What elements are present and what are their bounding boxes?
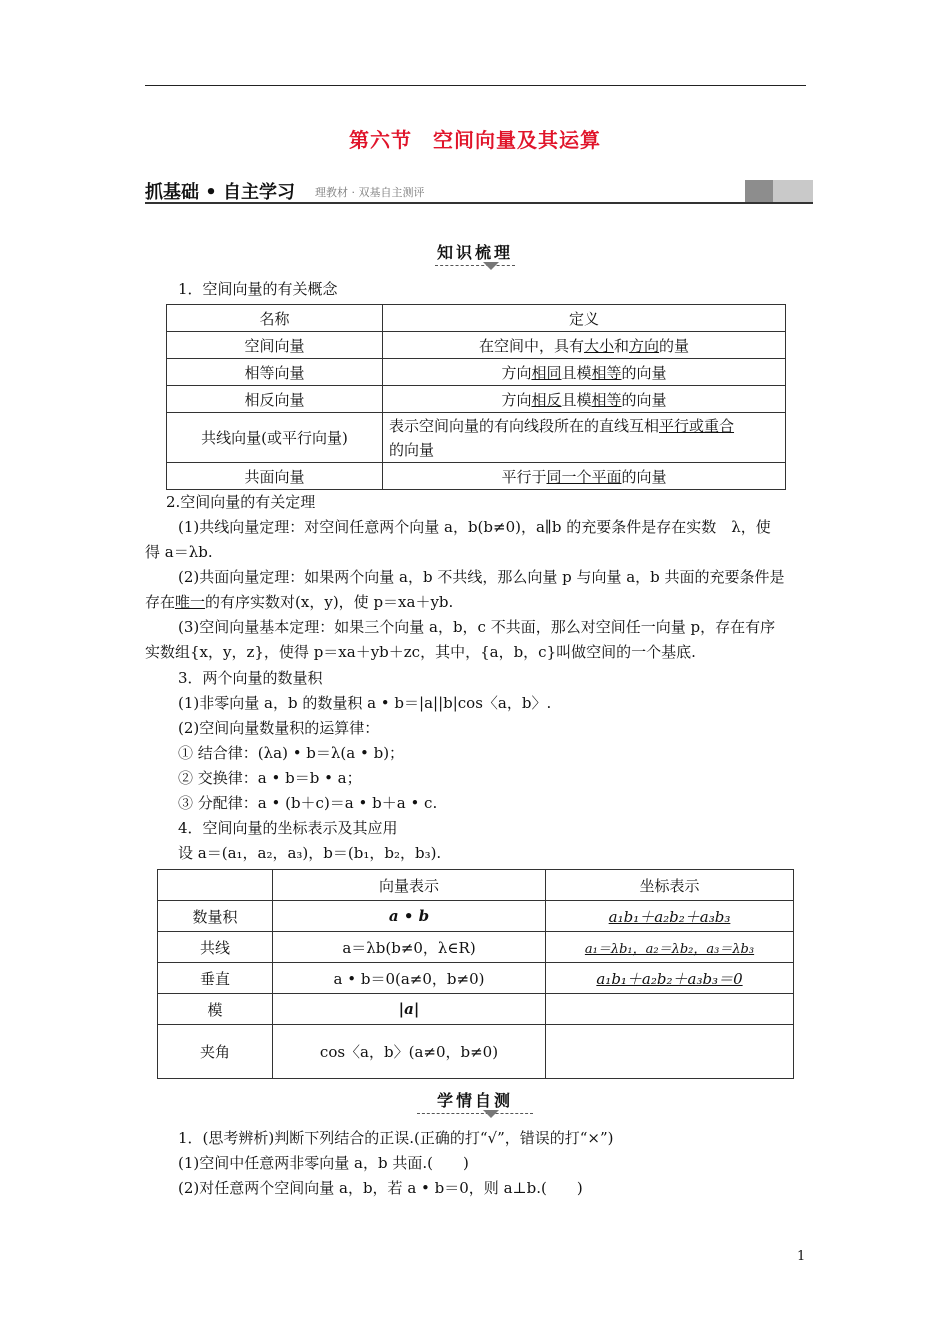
s2-line: (1)共线向量定理：对空间任意两个向量 a，b(b≠0)，a∥b 的充要条件是存在实数 λ，使	[178, 518, 771, 536]
s1-title: 1．空间向量的有关概念	[178, 280, 338, 298]
table-cell: 夹角	[158, 1025, 273, 1079]
table-row	[158, 901, 794, 932]
table-row	[167, 413, 786, 463]
banner-underline	[145, 202, 813, 204]
table-header-cell: 名称	[167, 305, 383, 332]
section-banner-title: 抓基础 • 自主学习	[145, 182, 296, 203]
table-header-cell: 定义	[383, 305, 786, 332]
table-cell: |a|	[273, 994, 546, 1025]
table-cell: 方向相同且模相等的向量	[383, 359, 786, 386]
table-cell: 方向相反且模相等的向量	[383, 386, 786, 413]
table-row	[158, 932, 794, 963]
table-row	[167, 386, 786, 413]
table-row	[167, 332, 786, 359]
table-cell: 相反向量	[167, 386, 383, 413]
table-cell: 相等向量	[167, 359, 383, 386]
s2-line: (2)共面向量定理：如果两个向量 a，b 不共线，那么向量 p 与向量 a，b 共面的充要条件是	[178, 568, 785, 586]
s3-line: (2)空间向量数量积的运算律：	[178, 719, 380, 737]
table-cell: a₁＝λb₁，a₂＝λb₂，a₃＝λb₃	[546, 932, 794, 963]
table-row	[158, 870, 794, 901]
s2-line: 得 a＝λb.	[145, 543, 213, 561]
knowledge-heading	[0, 240, 950, 266]
table-row	[167, 359, 786, 386]
s3-line: ③ 分配律：a • (b＋c)＝a • b＋a • c.	[178, 794, 438, 812]
self-test-heading-label: 学情自测	[417, 1088, 533, 1114]
table-header-cell	[158, 870, 273, 901]
heading-arrow-icon	[483, 1110, 499, 1118]
banner-light-block	[773, 180, 813, 202]
table-cell: a₁b₁＋a₂b₂＋a₃b₃＝0	[546, 963, 794, 994]
top-rule	[145, 85, 806, 86]
s2-line: 存在唯一的有序实数对(x，y)，使 p＝xa＋yb.	[145, 593, 454, 611]
concept-table	[166, 304, 786, 490]
table-cell: a • b	[273, 901, 546, 932]
section-banner	[145, 178, 813, 204]
heading-arrow-icon	[483, 262, 499, 270]
table-cell: a＝λb(b≠0，λ∈R)	[273, 932, 546, 963]
table-header-cell: 向量表示	[273, 870, 546, 901]
table-cell: 共线	[158, 932, 273, 963]
s4-setup: 设 a＝(a₁，a₂，a₃)，b＝(b₁，b₂，b₃).	[178, 844, 442, 862]
section-banner-subtitle: 理教材 · 双基自主测评	[315, 186, 425, 199]
table-cell: 数量积	[158, 901, 273, 932]
table-row	[167, 305, 786, 332]
page-number: 1	[797, 1249, 806, 1264]
page-title: 第六节 空间向量及其运算	[349, 128, 601, 152]
table-cell: 平行于同一个平面的向量	[383, 463, 786, 490]
table-cell: cos〈a，b〉(a≠0，b≠0)	[273, 1025, 546, 1079]
s3-line: ① 结合律：(λa) • b＝λ(a • b)；	[178, 744, 405, 762]
quiz-item: (2)对任意两个空间向量 a，b，若 a • b＝0，则 a⊥b.( )	[178, 1179, 583, 1197]
table-cell: 在空间中，具有大小和方向的量	[383, 332, 786, 359]
s3-title: 3．两个向量的数量积	[178, 669, 323, 687]
coordinate-table	[157, 869, 794, 1079]
s2-line: 实数组{x，y，z}，使得 p＝xa＋yb＋zc，其中，{a，b，c}叫做空间的一个基底.	[145, 643, 696, 661]
table-cell: 共线向量(或平行向量)	[167, 413, 383, 463]
quiz-item: (1)空间中任意两非零向量 a，b 共面.( )	[178, 1154, 469, 1172]
table-header-cell: 坐标表示	[546, 870, 794, 901]
banner-dark-block	[745, 180, 773, 202]
table-cell: a • b＝0(a≠0，b≠0)	[273, 963, 546, 994]
table-cell: 模	[158, 994, 273, 1025]
table-row	[167, 463, 786, 490]
s3-line: (1)非零向量 a，b 的数量积 a • b＝|a||b|cos〈a，b〉.	[178, 694, 552, 712]
self-test-heading	[0, 1088, 950, 1114]
quiz-question: 1．(思考辨析)判断下列结合的正误.(正确的打“√”，错误的打“×”)	[178, 1129, 614, 1147]
table-row	[158, 963, 794, 994]
table-cell: a₁b₁＋a₂b₂＋a₃b₃	[546, 901, 794, 932]
table-cell	[546, 1025, 794, 1079]
s4-title: 4．空间向量的坐标表示及其应用	[178, 819, 398, 837]
table-cell: 共面向量	[167, 463, 383, 490]
table-row	[158, 994, 794, 1025]
s2-title: 2.空间向量的有关定理	[166, 493, 316, 511]
table-cell	[546, 994, 794, 1025]
s3-line: ② 交换律：a • b＝b • a；	[178, 769, 362, 787]
table-cell: 空间向量	[167, 332, 383, 359]
table-cell: 垂直	[158, 963, 273, 994]
table-row	[158, 1025, 794, 1079]
table-cell: 表示空间向量的有向线段所在的直线互相平行或重合 的向量	[383, 413, 786, 463]
s2-line: (3)空间向量基本定理：如果三个向量 a，b，c 不共面，那么对空间任一向量 p，存在有序	[178, 618, 776, 636]
knowledge-heading-label: 知识梳理	[435, 240, 515, 266]
